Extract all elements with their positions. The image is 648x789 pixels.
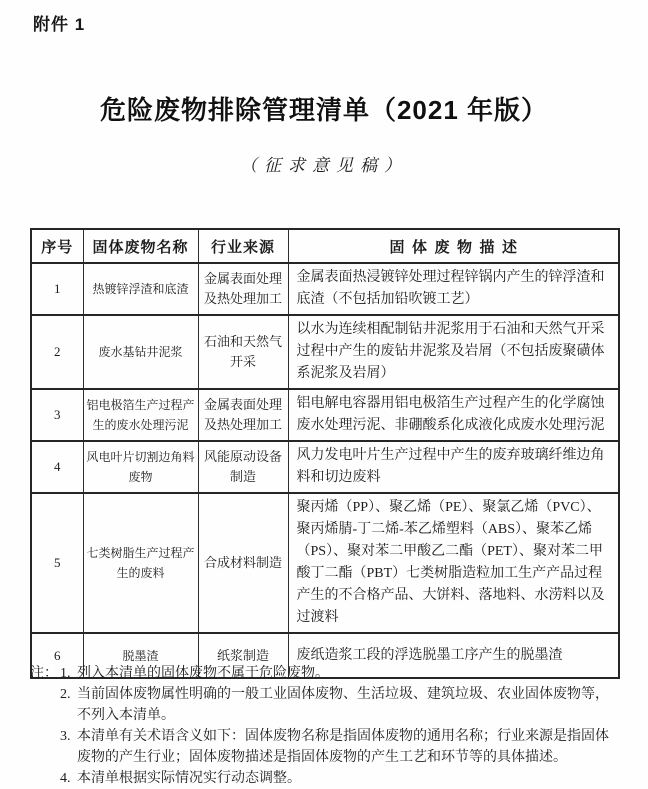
footnote-text: 本清单有关术语含义如下：固体废物名称是指固体废物的通用名称；行业来源是指固体废物的产生行业；固体废物描述是指固体废物的产生工艺和环节等的具体描述。	[77, 729, 609, 765]
cell-serial: 1	[31, 263, 83, 315]
cell-industry: 纸浆制造	[198, 633, 288, 678]
header-industry-source: 行业来源	[198, 229, 288, 263]
cell-industry: 金属表面处理及热处理加工	[198, 389, 288, 441]
header-serial-number: 序号	[31, 229, 83, 263]
attachment-label: 附件 1	[33, 15, 86, 34]
footnote-number: 2.	[60, 687, 71, 702]
footnote-number: 4.	[60, 771, 71, 786]
footnotes-list	[60, 663, 622, 789]
cell-industry: 风能原动设备制造	[198, 441, 288, 493]
footnote-number: 3.	[60, 729, 71, 744]
cell-waste-name: 风电叶片切割边角料废物	[83, 441, 198, 493]
cell-serial: 2	[31, 315, 83, 389]
cell-description: 风力发电叶片生产过程中产生的废弃玻璃纤维边角料和切边废料	[288, 441, 619, 493]
cell-serial: 5	[31, 493, 83, 633]
header-waste-description: 固体废物描述	[288, 229, 619, 263]
table-row	[31, 389, 619, 441]
footnote-text: 列入本清单的固体废物不属于危险废物。	[77, 666, 329, 681]
waste-exclusion-table	[30, 228, 620, 679]
cell-serial: 3	[31, 389, 83, 441]
footnote-text: 本清单根据实际情况实行动态调整。	[77, 771, 301, 786]
cell-industry: 合成材料制造	[198, 493, 288, 633]
table-row	[31, 493, 619, 633]
footnote	[60, 663, 622, 684]
footnote	[60, 726, 622, 768]
footnotes	[30, 663, 622, 789]
footnote	[60, 684, 622, 726]
cell-waste-name: 脱墨渣	[83, 633, 198, 678]
cell-serial: 4	[31, 441, 83, 493]
table-row	[31, 263, 619, 315]
cell-description: 聚丙烯（PP）、聚乙烯（PE）、聚氯乙烯（PVC）、聚丙烯腈-丁二烯-苯乙烯塑料（ABS）、聚苯乙烯（PS）、聚对苯二甲酸乙二酯（PET）、聚对苯二甲酸丁二酯（PBT）七类树脂造粒加工生产产品过程产生的不合格产品、大饼料、落地料、水涝料以及过渡料	[288, 493, 619, 633]
cell-description: 铝电解电容器用铝电极箔生产过程产生的化学腐蚀废水处理污泥、非硼酸系化成液化成废水处理污泥	[288, 389, 619, 441]
cell-waste-name: 铝电极箔生产过程产生的废水处理污泥	[83, 389, 198, 441]
document-subtitle: （征求意见稿）	[240, 156, 408, 175]
footnote-number: 1.	[60, 666, 71, 681]
cell-waste-name: 热镀锌浮渣和底渣	[83, 263, 198, 315]
table-row	[31, 441, 619, 493]
cell-industry: 石油和天然气开采	[198, 315, 288, 389]
cell-description: 废纸造浆工段的浮选脱墨工序产生的脱墨渣	[288, 633, 619, 678]
cell-industry: 金属表面处理及热处理加工	[198, 263, 288, 315]
cell-description: 金属表面热浸镀锌处理过程锌锅内产生的锌浮渣和底渣（不包括加铅吹镀工艺）	[288, 263, 619, 315]
document-title: 危险废物排除管理清单（2021 年版）	[99, 95, 549, 125]
cell-waste-name: 废水基钻井泥浆	[83, 315, 198, 389]
cell-serial: 6	[31, 633, 83, 678]
footnotes-label: 注：	[30, 666, 58, 681]
table-row	[31, 315, 619, 389]
footnote	[60, 768, 622, 789]
table-header-row	[31, 229, 619, 263]
footnote-text: 当前固体废物属性明确的一般工业固体废物、生活垃圾、建筑垃圾、农业固体废物等，不列入本清单。	[77, 687, 609, 723]
header-waste-name: 固体废物名称	[83, 229, 198, 263]
cell-description: 以水为连续相配制钻井泥浆用于石油和天然气开采过程中产生的废钻井泥浆及岩屑（不包括废聚磺体系泥浆及岩屑）	[288, 315, 619, 389]
cell-waste-name: 七类树脂生产过程产生的废料	[83, 493, 198, 633]
